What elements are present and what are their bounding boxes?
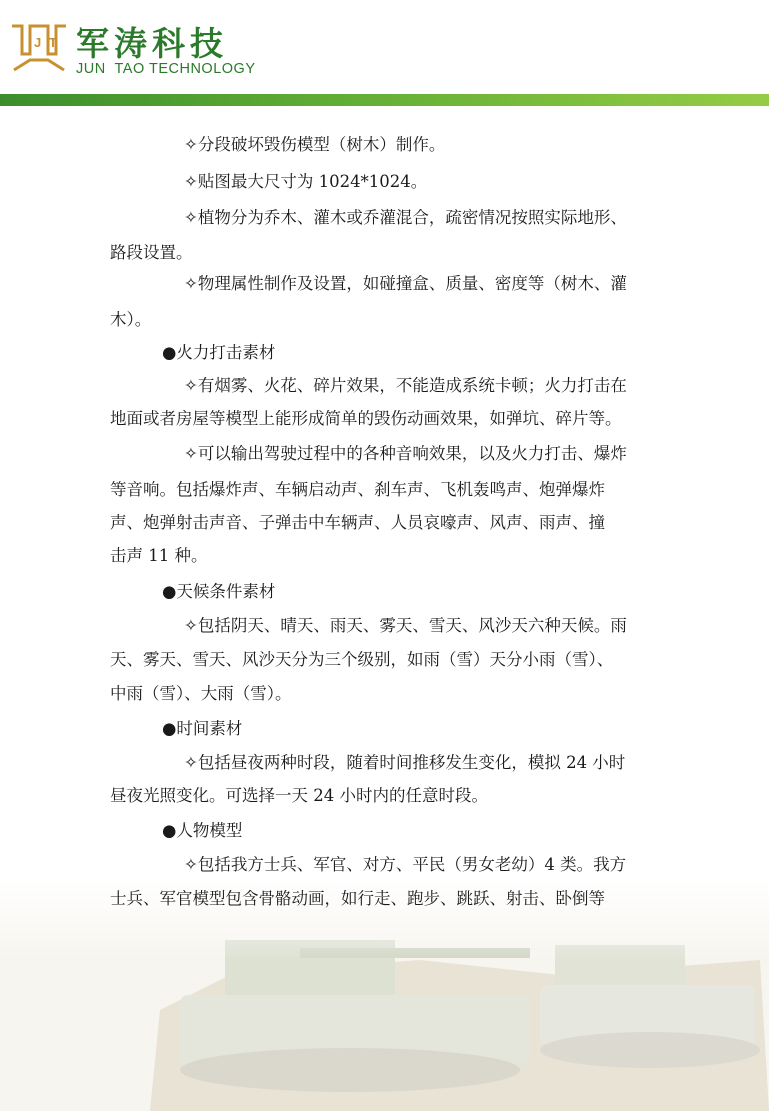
brand-name-cn: 军涛科技 <box>76 24 228 63</box>
paragraph-line: ✧贴图最大尺寸为 1024*1024。 <box>184 172 428 191</box>
section-heading: ●人物模型 <box>162 821 243 840</box>
header-green-bar <box>0 94 769 106</box>
paragraph-line: 昼夜光照变化。可选择一天 24 小时内的任意时段。 <box>110 786 488 805</box>
paragraph-line: ✧包括我方士兵、军官、对方、平民（男女老幼）4 类。我方 <box>184 855 627 874</box>
section-heading: ●火力打击素材 <box>162 343 276 362</box>
paragraph-line: 声、炮弹射击声音、子弹击中车辆声、人员哀嚎声、风声、雨声、撞 <box>110 513 605 532</box>
paragraph-line: 等音响。包括爆炸声、车辆启动声、刹车声、飞机轰鸣声、炮弹爆炸 <box>110 480 605 499</box>
paragraph-line: ✧可以输出驾驶过程中的各种音响效果，以及火力打击、爆炸 <box>184 444 627 463</box>
paragraph-line: 地面或者房屋等模型上能形成简单的毁伤动画效果，如弹坑、碎片等。 <box>110 409 622 428</box>
page-header <box>0 0 769 110</box>
paragraph-line: ✧物理属性制作及设置，如碰撞盒、质量、密度等（树木、灌 <box>184 274 627 293</box>
paragraph-line: 路段设置。 <box>110 243 193 262</box>
logo-letter-j: J <box>34 35 42 50</box>
tank-background-image <box>0 880 769 1111</box>
paragraph-line: ✧植物分为乔木、灌木或乔灌混合，疏密情况按照实际地形、 <box>184 208 627 227</box>
section-heading: ●天候条件素材 <box>162 582 276 601</box>
company-logo-icon <box>8 20 70 76</box>
paragraph-line: ✧包括昼夜两种时段，随着时间推移发生变化，模拟 24 小时 <box>184 753 626 772</box>
paragraph-line: ✧分段破坏毁伤模型（树木）制作。 <box>184 135 446 154</box>
logo-letter-t: T <box>49 35 57 50</box>
paragraph-line: ✧包括阴天、晴天、雨天、雾天、雪天、风沙天六种天候。雨 <box>184 616 627 635</box>
paragraph-line: 击声 11 种。 <box>110 546 208 565</box>
paragraph-line: ✧有烟雾、火花、碎片效果，不能造成系统卡顿；火力打击在 <box>184 376 627 395</box>
paragraph-line: 天、雾天、雪天、风沙天分为三个级别，如雨（雪）天分小雨（雪）、 <box>110 650 614 669</box>
section-heading: ●时间素材 <box>162 719 243 738</box>
paragraph-line: 木）。 <box>110 310 152 329</box>
paragraph-line: 中雨（雪）、大雨（雪）。 <box>110 684 292 703</box>
brand-name-en: JUN TAO TECHNOLOGY <box>76 61 256 77</box>
paragraph-line: 士兵、军官模型包含骨骼动画，如行走、跑步、跳跃、射击、卧倒等 <box>110 889 605 908</box>
